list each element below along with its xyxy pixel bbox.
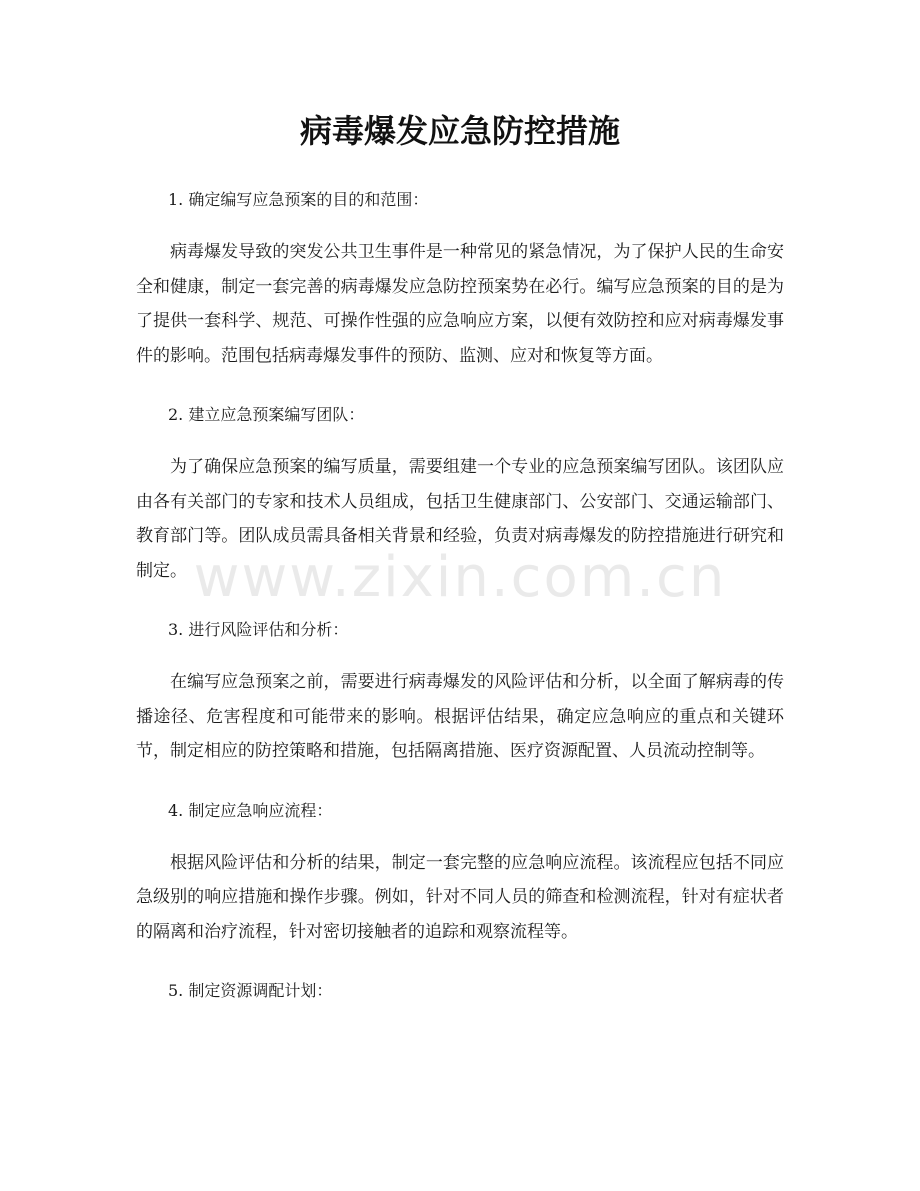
section-heading-3: 3. 进行风险评估和分析： [168, 620, 349, 639]
section-heading-1: 1. 确定编写应急预案的目的和范围： [168, 190, 429, 209]
section-heading-5: 5. 制定资源调配计划： [168, 981, 333, 1000]
section-paragraph-3: 在编写应急预案之前，需要进行病毒爆发的风险评估和分析，以全面了解病毒的传播途径、危害程度和可能带来的影响。根据评估结果，确定应急响应的重点和关键环节，制定相应的防控策略和措施，包括隔离措施、医疗资源配置、人员流动控制等。 [136, 672, 784, 761]
section-heading-4: 4. 制定应急响应流程： [168, 800, 333, 820]
watermark: www.zixin.com.cn [193, 545, 727, 610]
page-title: 病毒爆发应急防控措施 [299, 112, 620, 150]
section-paragraph-1: 病毒爆发导致的突发公共卫生事件是一种常见的紧急情况，为了保护人民的生命安全和健康，制定一套完善的病毒爆发应急防控预案势在必行。编写应急预案的目的是为了提供一套科学、规范、可操作性强的应急响应方案，以便有效防控和应对病毒爆发事件的影响。范围包括病毒爆发事件的预防、监测、应对和恢复等方面。 [136, 242, 784, 366]
document-body [136, 183, 784, 1008]
section-paragraph-2: 为了确保应急预案的编写质量，需要组建一个专业的应急预案编写团队。该团队应由各有关部门的专家和技术人员组成，包括卫生健康部门、公安部门、交通运输部门、教育部门等。团队成员需具备相关背景和经验，负责对病毒爆发的防控措施进行研究和制定。 [136, 457, 784, 581]
section-paragraph-4: 根据风险评估和分析的结果，制定一套完整的应急响应流程。该流程应包括不同应急级别的响应措施和操作步骤。例如，针对不同人员的筛查和检测流程，针对有症状者的隔离和治疗流程，针对密切接触者的追踪和观察流程等。 [136, 852, 784, 942]
section-heading-2: 2. 建立应急预案编写团队： [168, 405, 365, 424]
